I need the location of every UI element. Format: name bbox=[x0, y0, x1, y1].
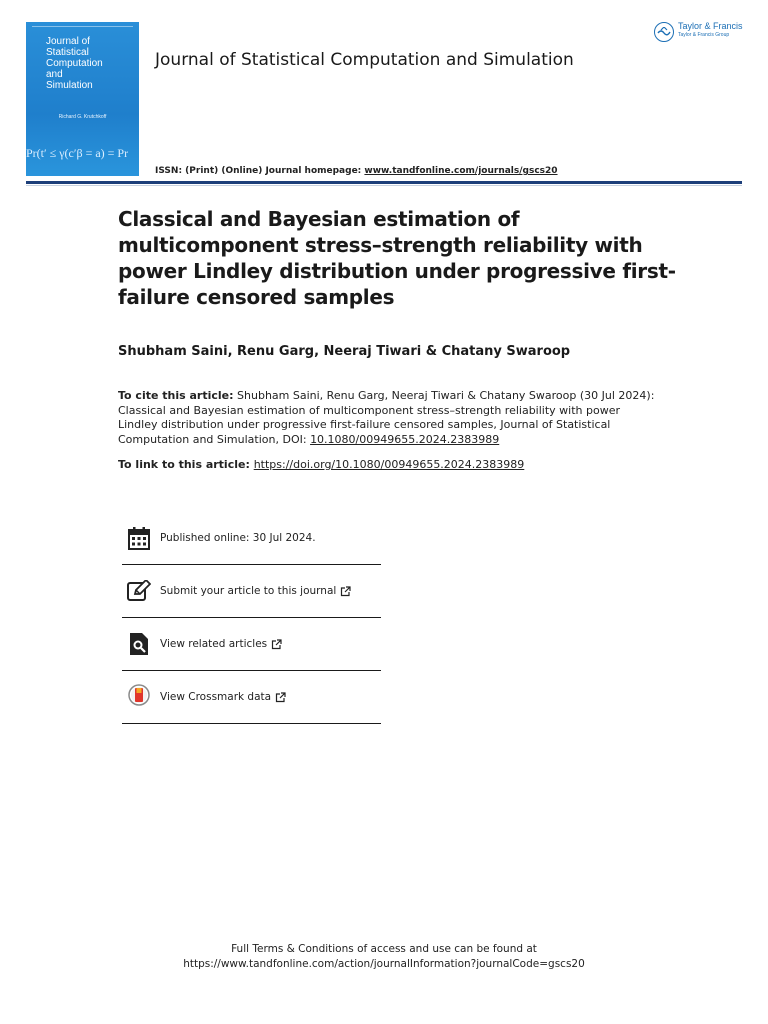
cover-title-line: and bbox=[46, 69, 63, 80]
publisher-name: Taylor & Francis bbox=[678, 21, 743, 31]
external-link-icon bbox=[340, 586, 351, 597]
cite-label: To cite this article: bbox=[118, 389, 234, 402]
external-link-icon bbox=[275, 692, 286, 703]
publisher-subtitle: Taylor & Francis Group bbox=[678, 32, 730, 38]
cover-formula: Pr(t′ ≤ γ(c′β = a) = Pr bbox=[26, 146, 129, 160]
citation-block bbox=[118, 389, 658, 447]
doi-link[interactable]: 10.1080/00949655.2024.2383989 bbox=[310, 432, 500, 446]
cover-editor bbox=[26, 114, 139, 120]
cover-title-line: Journal of bbox=[46, 36, 90, 47]
journal-homepage-link[interactable]: www.tandfonline.com/journals/gscs20 bbox=[364, 166, 558, 176]
crossmark-link[interactable] bbox=[160, 691, 286, 703]
crossmark-item[interactable] bbox=[122, 671, 381, 724]
footer-terms-url[interactable]: https://www.tandfonline.com/action/journalInformation?journalCode=gscs20 bbox=[183, 958, 585, 970]
calendar-icon bbox=[127, 526, 151, 550]
cover-title bbox=[46, 36, 136, 91]
journal-title: Journal of Statistical Computation and Simulation bbox=[155, 50, 574, 70]
related-articles-item[interactable] bbox=[122, 618, 381, 671]
cover-rule bbox=[32, 26, 133, 29]
submit-article-text: Submit your article to this journal bbox=[160, 585, 337, 597]
header-divider bbox=[26, 181, 742, 184]
article-link-line bbox=[118, 458, 524, 471]
cover-title-line: Statistical bbox=[46, 47, 89, 58]
article-doi-url[interactable]: https://doi.org/10.1080/00949655.2024.2383989 bbox=[253, 458, 525, 471]
cover-title-line: Computation bbox=[46, 58, 103, 69]
article-title: Classical and Bayesian estimation of multicomponent stress–strength reliability with power Lindley distribution under progressive first-failure censored samples bbox=[118, 207, 676, 309]
crossmark-text: View Crossmark data bbox=[160, 691, 272, 703]
related-articles-text: View related articles bbox=[160, 638, 268, 650]
external-link-icon bbox=[271, 639, 282, 650]
article-actions bbox=[122, 512, 381, 724]
edit-icon bbox=[127, 579, 151, 603]
submit-article-link[interactable] bbox=[160, 585, 351, 597]
issn-text: ISSN: (Print) (Online) Journal homepage: bbox=[155, 166, 365, 176]
journal-cover-image bbox=[26, 22, 139, 176]
cover-editor-name: Richard G. Krutchkoff bbox=[58, 114, 107, 120]
crossmark-icon bbox=[127, 685, 151, 709]
cover-title-line: Simulation bbox=[46, 80, 93, 91]
publisher-logo-icon bbox=[654, 22, 674, 42]
footer bbox=[0, 942, 768, 972]
article-authors: Shubham Saini, Renu Garg, Neeraj Tiwari & Chatany Swaroop bbox=[118, 344, 571, 359]
cite-text: Shubham Saini, Renu Garg, Neeraj Tiwari & Chatany Swaroop (30 Jul 2024): Classical and Bayesian estimation of multicomponent stress–strength reliability with power Lindley distribution under progressive first-failure censored samples, Journal of Statistical Computation and Simulation, DOI: bbox=[118, 389, 655, 446]
search-document-icon bbox=[127, 632, 151, 656]
related-articles-link[interactable] bbox=[160, 638, 282, 650]
published-online-text: Published online: 30 Jul 2024. bbox=[160, 532, 316, 544]
link-label: To link to this article: bbox=[118, 458, 254, 471]
header-divider-thin bbox=[26, 185, 742, 186]
published-online-item bbox=[122, 512, 381, 565]
publisher-logo bbox=[654, 22, 754, 46]
submit-article-item[interactable] bbox=[122, 565, 381, 618]
footer-terms-text: Full Terms & Conditions of access and use can be found at bbox=[231, 943, 537, 955]
issn-line bbox=[155, 166, 558, 176]
